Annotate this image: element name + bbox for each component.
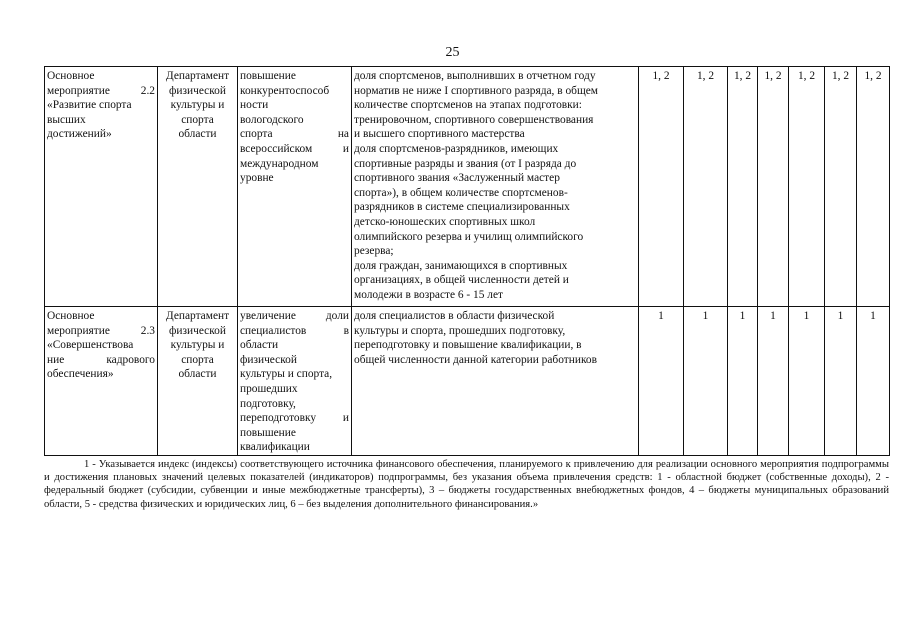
indicators-cell: [352, 67, 639, 307]
table-row: [45, 307, 890, 456]
measure-cell: [45, 67, 158, 307]
indicators-cell-line: общей численности данной категории работников: [354, 353, 597, 366]
indicators-cell-line: детско-юношеских спортивных школ: [354, 215, 536, 228]
funding-source-index: 1, 2: [639, 67, 684, 307]
department-cell: [158, 307, 238, 456]
department-cell-line: области: [178, 128, 217, 141]
result-cell-line: спорта на: [240, 128, 349, 141]
indicators-cell-line: разрядников в системе специализированных: [354, 201, 570, 214]
indicators-cell-line: олимпийского резерва и училищ олимпийского: [354, 230, 584, 243]
result-cell-line: конкурентоспособ: [240, 84, 330, 97]
funding-source-index: 1, 2: [758, 67, 789, 307]
department-cell-line: Департамент: [165, 70, 230, 82]
indicators-cell-line: и высшего спортивного мастерства: [354, 128, 525, 141]
result-cell-line: прошедших: [240, 382, 298, 395]
result-cell-line: подготовку,: [240, 397, 296, 410]
result-cell-line: повышение: [240, 70, 296, 82]
measure-cell-line: высших: [47, 113, 86, 126]
department-cell-line: физической: [169, 324, 226, 337]
indicators-cell-line: тренировочном, спортивного совершенствования: [354, 113, 594, 126]
result-cell-line: вологодского: [240, 113, 304, 126]
funding-source-index: 1, 2: [728, 67, 758, 307]
footnote: [44, 458, 889, 511]
result-cell-line: ности: [240, 99, 269, 112]
indicators-cell-line: доля граждан, занимающихся в спортивных: [354, 259, 568, 272]
indicators-cell-line: доля спортсменов, выполнивших в отчетном году: [354, 70, 596, 82]
measure-cell-line: мероприятие 2.2: [47, 84, 155, 97]
measure-cell-line: достижений»: [47, 128, 112, 141]
result-cell-line: переподготовку и: [240, 412, 349, 425]
measure-cell-line: мероприятие 2.3: [47, 324, 155, 337]
result-cell: [238, 307, 352, 456]
measure-cell-line: Основное: [47, 310, 95, 322]
measure-cell: [45, 307, 158, 456]
indicators-cell-line: культуры и спорта, прошедших подготовку,: [354, 324, 566, 337]
funding-source-index: 1: [684, 307, 728, 456]
funding-source-index: 1, 2: [825, 67, 857, 307]
measure-cell-line: «Совершенствова: [47, 339, 134, 352]
indicators-cell-line: организациях, в общей численности детей и: [354, 274, 569, 287]
department-cell-line: области: [178, 368, 217, 381]
department-cell-line: спорта: [181, 113, 214, 126]
funding-source-index: 1: [758, 307, 789, 456]
funding-source-index: 1: [825, 307, 857, 456]
funding-source-index: 1, 2: [684, 67, 728, 307]
funding-source-index: 1, 2: [857, 67, 890, 307]
result-cell-line: увеличение доли: [240, 310, 349, 322]
table-row: [45, 67, 890, 307]
result-cell-line: физической: [240, 353, 297, 366]
department-cell-line: Департамент: [165, 310, 230, 322]
indicators-cell-line: доля специалистов в области физической: [354, 310, 555, 322]
department-cell-line: культуры и: [170, 339, 225, 352]
measures-table: [44, 66, 890, 456]
measures-table-body: [45, 67, 890, 456]
indicators-cell-line: переподготовку и повышение квалификации, в: [354, 339, 582, 352]
measure-cell-line: «Развитие спорта: [47, 99, 132, 112]
measure-cell-line: обеспечения»: [47, 368, 114, 381]
department-cell: [158, 67, 238, 307]
result-cell-line: квалификации: [240, 441, 310, 454]
result-cell-line: повышение: [240, 426, 296, 439]
page-number: 25: [445, 45, 460, 60]
indicators-cell-line: спорта»), в общем количестве спортсменов-: [354, 186, 568, 199]
indicators-cell-line: спортивного звания «Заслуженный мастер: [354, 172, 560, 185]
result-cell-line: уровне: [240, 172, 274, 185]
funding-source-index: 1: [728, 307, 758, 456]
funding-source-index: 1: [789, 307, 825, 456]
result-cell-line: всероссийском и: [240, 142, 349, 155]
footnote-text: 1 - Указывается индекс (индексы) соответствующего источника финансового обеспечения, планируемого к привлечению для реализации основного мероприятия подпрограммы и достижения плановых значений целевых показателей (индикаторов) подпрограммы, без указания объема привлечения средств: 1 - областной бюджет (собственные доходы), 2 - федеральный бюджет (субсидии, субвенции и иные межбюджетные трансферты), 3 – бюджеты государственных внебюджетных фондов, 4 – бюджеты муниципальных образований области, 5 - средства физических и юридических лиц, 6 – без выделения дополнительного финансирования.»: [44, 459, 889, 510]
result-cell-line: специалистов в: [240, 324, 349, 337]
funding-source-index: 1: [857, 307, 890, 456]
indicators-cell-line: количестве спортсменов на этапах подготовки:: [354, 99, 582, 112]
measure-cell-line: Основное: [47, 70, 95, 82]
result-cell-line: области: [240, 339, 279, 352]
indicators-cell-line: резерва;: [354, 245, 394, 258]
department-cell-line: культуры и: [170, 99, 225, 112]
funding-source-index: 1, 2: [789, 67, 825, 307]
indicators-cell: [352, 307, 639, 456]
funding-source-index: 1: [639, 307, 684, 456]
result-cell: [238, 67, 352, 307]
result-cell-line: международном: [240, 157, 319, 170]
result-cell-line: культуры и спорта,: [240, 368, 333, 381]
indicators-cell-line: молодежи в возрасте 6 - 15 лет: [354, 288, 504, 301]
indicators-cell-line: норматив не ниже I спортивного разряда, в общем: [354, 84, 599, 97]
measure-cell-line: ние кадрового: [47, 353, 155, 366]
department-cell-line: физической: [169, 84, 226, 97]
indicators-cell-line: доля спортсменов-разрядников, имеющих: [354, 142, 559, 155]
department-cell-line: спорта: [181, 353, 214, 366]
indicators-cell-line: спортивные разряды и звания (от I разряда до: [354, 157, 577, 170]
